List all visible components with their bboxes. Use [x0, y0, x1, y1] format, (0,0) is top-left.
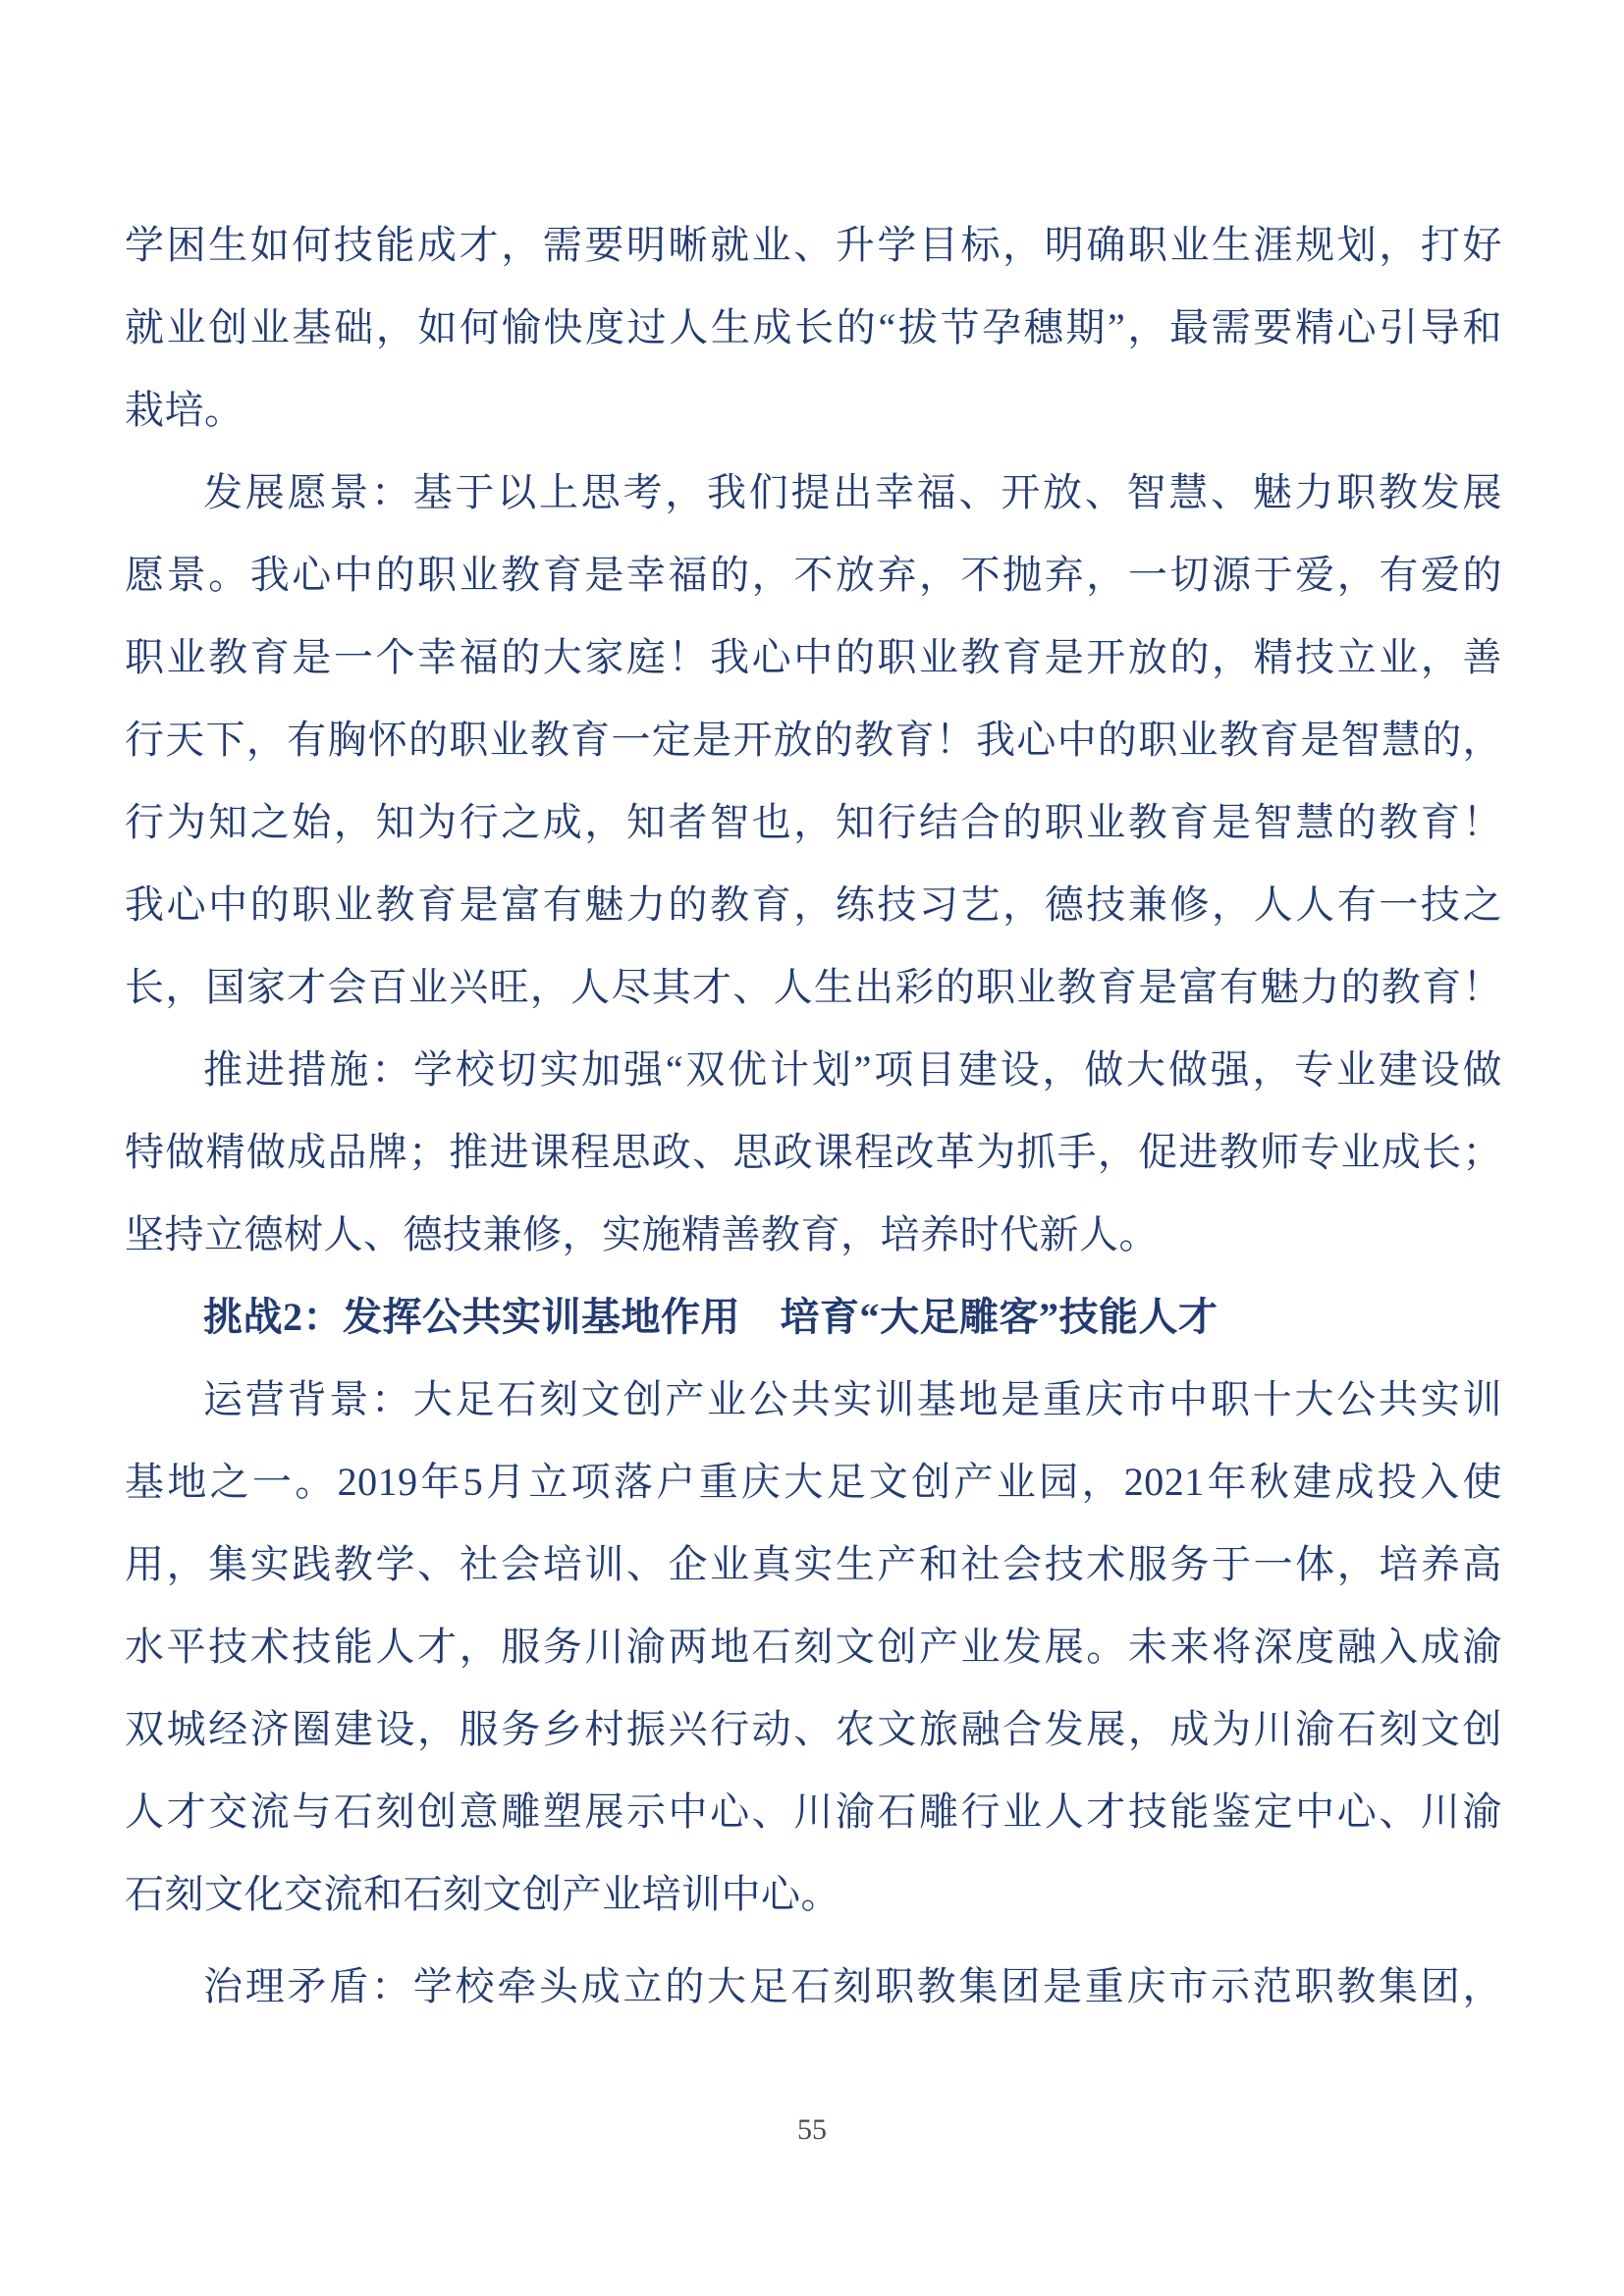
text-line: 治理矛盾：学校牵头成立的大足石刻职教集团是重庆市示范职教集团， — [203, 1964, 1502, 2008]
text-line: 学困生如何技能成才，需要明晰就业、升学目标，明确职业生涯规划，打好 — [125, 223, 1502, 267]
section-heading: 挑战2：发挥公共实训基地作用 培育“大足雕客”技能人才 — [203, 1295, 1218, 1339]
text-line: 行天下，有胸怀的职业教育一定是开放的教育！我心中的职业教育是智慧的， — [125, 718, 1502, 762]
text-block — [125, 204, 1502, 2028]
text-line: 发展愿景：基于以上思考，我们提出幸福、开放、智慧、魅力职教发展 — [203, 470, 1502, 514]
text-line: 人才交流与石刻创意雕塑展示中心、川渝石雕行业人才技能鉴定中心、川渝 — [125, 1789, 1502, 1834]
text-line: 愿景。我心中的职业教育是幸福的，不放弃，不抛弃，一切源于爱，有爱的 — [125, 553, 1502, 597]
text-line: 运营背景：大足石刻文创产业公共实训基地是重庆市中职十大公共实训 — [203, 1377, 1502, 1421]
text-line: 职业教育是一个幸福的大家庭！我心中的职业教育是开放的，精技立业，善 — [125, 635, 1502, 679]
text-line: 行为知之始，知为行之成，知者智也，知行结合的职业教育是智慧的教育！ — [125, 800, 1502, 844]
text-line: 石刻文化交流和石刻文创产业培训中心。 — [125, 1872, 840, 1916]
text-line: 双城经济圈建设，服务乡村振兴行动、农文旅融合发展，成为川渝石刻文创 — [125, 1707, 1502, 1751]
text-line: 基地之一。2019年5月立项落户重庆大足文创产业园，2021年秋建成投入使 — [125, 1460, 1502, 1504]
text-line: 长，国家才会百业兴旺，人尽其才、人生出彩的职业教育是富有魅力的教育！ — [125, 965, 1502, 1009]
text-line: 特做精做成品牌；推进课程思政、思政课程改革为抓手，促进教师专业成长； — [125, 1130, 1502, 1174]
page-number: 55 — [797, 2113, 827, 2146]
text-line: 栽培。 — [125, 388, 244, 432]
text-line: 水平技术技能人才，服务川渝两地石刻文创产业发展。未来将深度融入成渝 — [125, 1625, 1502, 1669]
text-line: 就业创业基础，如何愉快度过人生成长的“拔节孕穗期”，最需要精心引导和 — [125, 305, 1502, 349]
text-line: 我心中的职业教育是富有魅力的教育，练技习艺，德技兼修，人人有一技之 — [125, 882, 1502, 927]
text-line: 推进措施：学校切实加强“双优计划”项目建设，做大做强，专业建设做 — [203, 1047, 1502, 1092]
text-line: 用，集实践教学、社会培训、企业真实生产和社会技术服务于一体，培养高 — [125, 1542, 1502, 1586]
text-line: 坚持立德树人、德技兼修，实施精善教育，培养时代新人。 — [125, 1212, 1159, 1256]
